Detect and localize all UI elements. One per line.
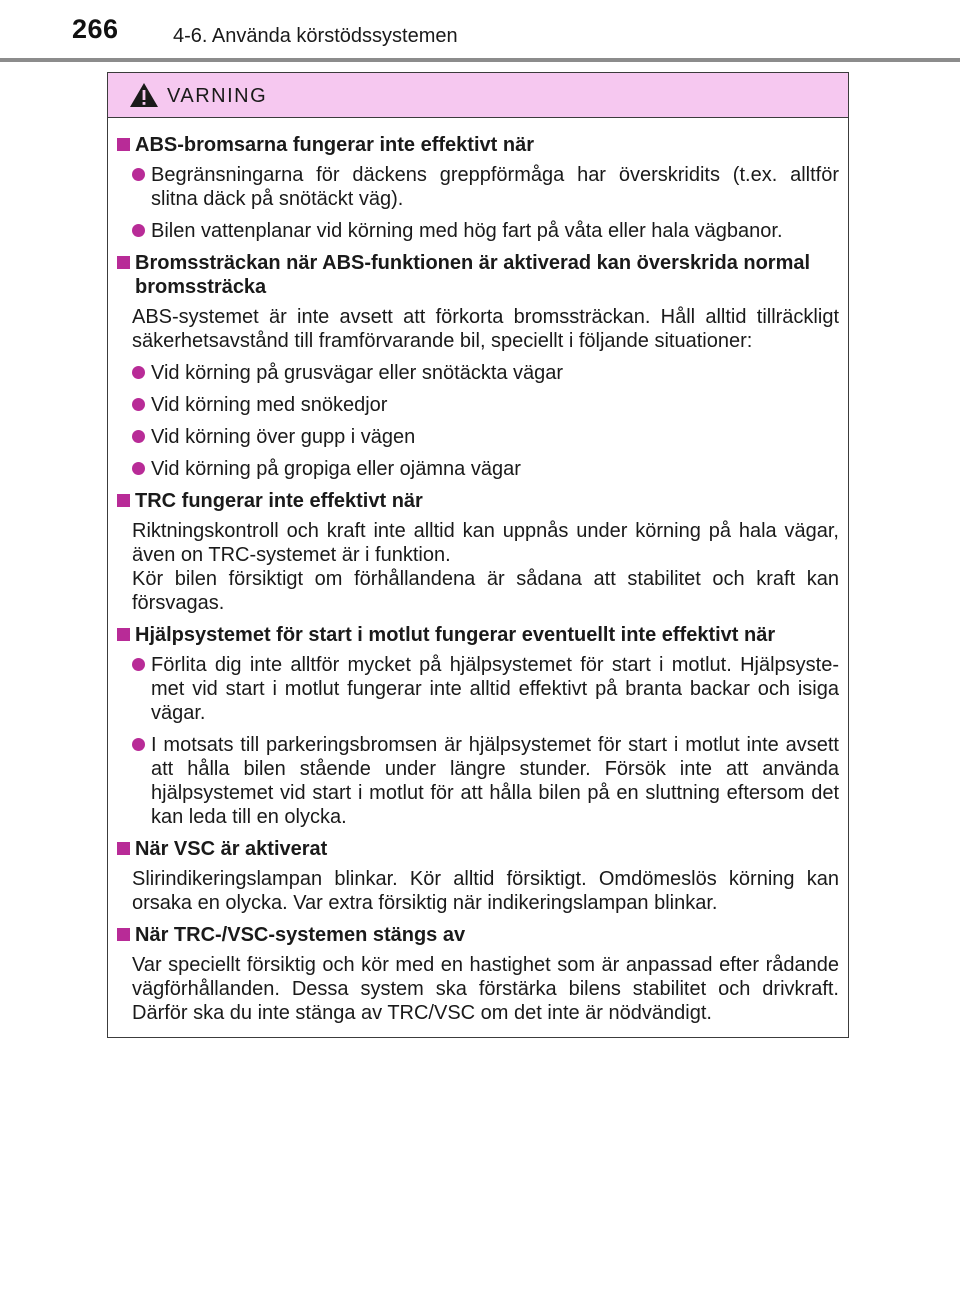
warning-label: VARNING: [167, 85, 268, 107]
circle-bullet-icon: [132, 366, 145, 379]
circle-bullet-icon: [132, 462, 145, 475]
square-bullet-icon: [117, 494, 130, 507]
circle-bullet-icon: [132, 430, 145, 443]
section-heading: ABS-bromsarna fungerar inte effektivt när: [135, 134, 534, 156]
list-item: I motsats till parkeringsbromsen är hjälpsystemet för start i motlut inte avsett att hålla bilen stående under längre stunder. Försök inte att använda hjälpsystemet vid start i motlut för att hålla bilen på en sluttning eftersom det kan leda till en olycka.: [117, 733, 839, 829]
section-trc-ineffective: [117, 489, 839, 615]
list-item: Vid körning över gupp i vägen: [117, 425, 839, 449]
list-item: Vid körning på gropiga eller ojämna vägar: [117, 457, 839, 481]
section-paragraph: ABS-systemet är inte avsett att förkorta bromssträckan. Håll alltid tillräckligt säkerhetsavstånd till framförvarande bil, speciellt i följande situationer:: [132, 306, 839, 352]
circle-bullet-icon: [132, 224, 145, 237]
page-number: 266: [72, 14, 119, 44]
circle-bullet-icon: [132, 398, 145, 411]
list-item: Vid körning med snökedjor: [117, 393, 839, 417]
section-vsc-active: [117, 837, 839, 915]
section-paragraph: Riktningskontroll och kraft inte alltid kan uppnås under körning på hala vägar, även on TRC-systemet är i funktion.: [132, 520, 839, 566]
square-bullet-icon: [117, 628, 130, 641]
section-braking-distance: [117, 251, 839, 481]
header-divider: [0, 58, 960, 62]
list-item: Vid körning på grusvägar eller snötäckta vägar: [117, 361, 839, 385]
square-bullet-icon: [117, 256, 130, 269]
section-title: 4-6. Använda körstödssystemen: [173, 25, 458, 47]
list-item: Förlita dig inte alltför mycket på hjälpsystemet för start i motlut. Hjälpsyste-met vid start i motlut fungerar inte alltid effektivt på branta backar och isiga vägar.: [117, 653, 839, 725]
circle-bullet-icon: [132, 738, 145, 751]
warning-content: [108, 118, 848, 1025]
circle-bullet-icon: [132, 658, 145, 671]
section-heading: När TRC-/VSC-systemen stängs av: [135, 924, 466, 946]
section-paragraph: Slirindikeringslampan blinkar. Kör alltid försiktigt. Omdömeslös körning kan orsaka en olycka. Var extra försiktig när indikeringslampan blinkar.: [132, 868, 839, 914]
square-bullet-icon: [117, 138, 130, 151]
section-abs-ineffective: [117, 133, 839, 243]
square-bullet-icon: [117, 842, 130, 855]
circle-bullet-icon: [132, 168, 145, 181]
section-heading: Hjälpsystemet för start i motlut fungerar eventuellt inte effektivt när: [135, 624, 776, 646]
section-paragraph: Var speciellt försiktig och kör med en hastighet som är anpassad efter rådande vägförhållanden. Dessa system ska förstärka bilens stabilitet och drivkraft. Därför ska du inte stänga av TRC/VSC om det inte är nödvändigt.: [132, 954, 839, 1024]
list-item: Bilen vattenplanar vid körning med hög fart på våta eller hala vägbanor.: [117, 219, 839, 243]
square-bullet-icon: [117, 928, 130, 941]
page-header: [0, 0, 960, 60]
warning-triangle-icon: [129, 82, 159, 108]
warning-box: [107, 72, 849, 1038]
section-heading: När VSC är aktiverat: [135, 838, 328, 860]
section-trc-vsc-off: [117, 923, 839, 1025]
section-heading: Bromssträckan när ABS-funktionen är aktiverad kan överskrida normal bromssträcka: [135, 252, 811, 298]
section-paragraph: Kör bilen försiktigt om förhållandena är sådana att stabilitet och kraft kan försvagas.: [132, 568, 839, 614]
section-heading: TRC fungerar inte effektivt när: [135, 490, 423, 512]
list-item: Begränsningarna för däckens greppförmåga har överskridits (t.ex. alltför slitna däck på snötäckt väg).: [117, 163, 839, 211]
section-hill-start-assist: [117, 623, 839, 829]
warning-header: [108, 73, 848, 118]
